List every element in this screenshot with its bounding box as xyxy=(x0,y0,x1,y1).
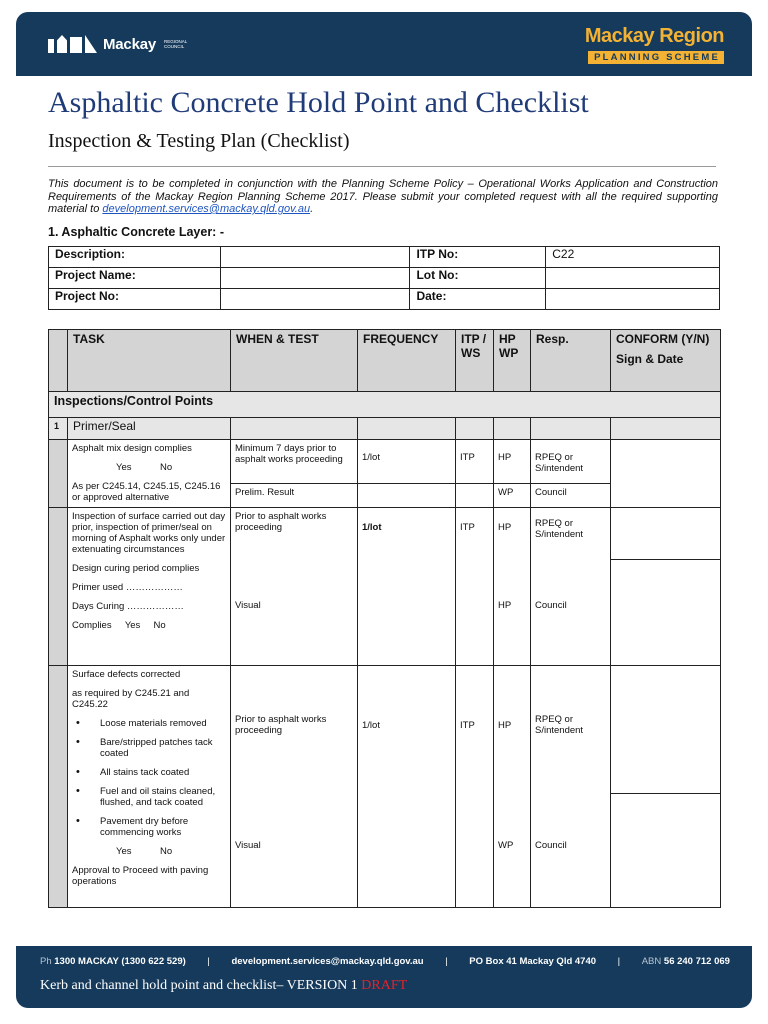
header-conform xyxy=(611,330,721,392)
list-item: • Loose materials removed xyxy=(72,718,226,729)
header-conform-label: CONFORM (Y/N) xyxy=(616,332,710,346)
task-cell: Surface defects corrected as required by C245.21 and C245.22 • Loose materials removed • Bare/stripped patches tack coated • All stains tack coated • Fuel and oil stains cleaned, flushed, and tack coated • Pavement dry before commencing works Yes No Approval to Proceed with paving operations xyxy=(68,666,231,908)
intro-end: . xyxy=(310,203,314,215)
table-row: Visual WP Council xyxy=(49,794,721,908)
header-hp-wp: HP WP xyxy=(494,330,531,392)
list-item: • Pavement dry before commencing works xyxy=(72,816,226,838)
intro-paragraph xyxy=(48,178,718,216)
conform-field[interactable] xyxy=(611,440,721,508)
title-divider xyxy=(48,166,716,167)
project-no-label: Project No: xyxy=(49,289,221,310)
footer-phone: Ph 1300 MACKAY (1300 622 529) xyxy=(40,956,186,967)
footer-caption: Kerb and channel hold point and checklist– VERSION 1 DRAFT xyxy=(40,978,408,993)
list-item: • Bare/stripped patches tack coated xyxy=(72,737,226,759)
defects-list xyxy=(72,718,226,838)
table-row: Inspection of surface carried out day prior, inspection of primer/seal on morning of Asphalt works only under extenuating circumstances Design curing period complies Primer used ……………… Days Curing ……………… Complies Yes No Prior to asphalt works proceeding 1/lot ITP HP RPEQ or S/intendent xyxy=(49,508,721,560)
footer-abn: ABN 56 240 712 069 xyxy=(641,956,730,967)
footer-email[interactable]: development.services@mackay.qld.gov.au xyxy=(231,956,424,967)
draft-label: DRAFT xyxy=(361,978,408,993)
section-heading: 1. Asphaltic Concrete Layer: - xyxy=(48,225,224,239)
header-resp: Resp. xyxy=(531,330,611,392)
date-label: Date: xyxy=(410,289,546,310)
description-label: Description: xyxy=(49,247,221,268)
project-name-field[interactable] xyxy=(220,268,410,289)
subsection-title: Primer/Seal xyxy=(68,418,231,440)
header-num xyxy=(49,330,68,392)
scheme-logo-top: Mackay Region xyxy=(584,25,724,47)
section-row xyxy=(49,392,721,418)
footer-contact-line: Ph 1300 MACKAY (1300 622 529) | development.services@mackay.qld.gov.au | PO Box 41 Mackay Qld 4740 | ABN 56 240 712 069 xyxy=(40,956,730,967)
subsection-number: 1 xyxy=(49,418,68,440)
conform-field[interactable] xyxy=(611,666,721,794)
table-row: Prelim. Result WP Council xyxy=(49,484,721,508)
intro-text: This document is to be completed in conjunction with the Planning Scheme Policy – Operational Works Application and Construction Requirements of the Mackay Region Planning Scheme 2017. Please submit your completed request with all the required supporting material to xyxy=(48,178,718,215)
planning-scheme-logo xyxy=(585,25,724,65)
table-header-row xyxy=(49,330,721,392)
lot-no-label: Lot No: xyxy=(410,268,546,289)
task-cell: Asphalt mix design complies Yes No As per C245.14, C245.15, C245.16 or approved alternative xyxy=(68,440,231,508)
page-title: Asphaltic Concrete Hold Point and Checklist xyxy=(48,86,589,119)
council-logo-mark-icon xyxy=(48,35,97,53)
subsection-row xyxy=(49,418,721,440)
list-item: • All stains tack coated xyxy=(72,767,226,778)
project-name-label: Project Name: xyxy=(49,268,221,289)
checklist-table xyxy=(48,329,721,908)
section-title: Inspections/Control Points xyxy=(49,392,721,418)
table-row xyxy=(49,247,720,268)
table-row xyxy=(49,268,720,289)
table-row: Surface defects corrected as required by C245.21 and C245.22 • Loose materials removed • Bare/stripped patches tack coated • All stains tack coated • Fuel and oil stains cleaned, flushed, and tack coated • Pavement dry before commencing works Yes No Approval to Proceed with paving operations Prior to asphalt works proceeding 1/lot ITP HP RPEQ or S/intendent xyxy=(49,666,721,794)
scheme-logo-bottom: PLANNING SCHEME xyxy=(588,51,724,64)
header-frequency: FREQUENCY xyxy=(358,330,456,392)
list-item: • Fuel and oil stains cleaned, flushed, and tack coated xyxy=(72,786,226,808)
conform-field[interactable] xyxy=(611,560,721,666)
footer-po-box: PO Box 41 Mackay Qld 4740 xyxy=(469,956,597,967)
conform-field[interactable] xyxy=(611,794,721,908)
council-logo-sub: REGIONAL COUNCIL xyxy=(164,39,188,49)
header-bar xyxy=(16,12,752,76)
description-field[interactable] xyxy=(220,247,410,268)
council-logo-word: Mackay xyxy=(103,35,157,53)
itp-no-field[interactable]: C22 xyxy=(546,247,720,268)
table-row: Visual HP Council xyxy=(49,560,721,666)
itp-no-label: ITP No: xyxy=(410,247,546,268)
page-subtitle: Inspection & Testing Plan (Checklist) xyxy=(48,130,350,152)
intro-email-link[interactable]: development.services@mackay.qld.gov.au xyxy=(102,203,311,215)
header-itp-ws: ITP / WS xyxy=(456,330,494,392)
header-sign-date: Sign & Date xyxy=(616,352,684,366)
table-row: Asphalt mix design complies Yes No As per C245.14, C245.15, C245.16 or approved alternative Minimum 7 days prior to asphalt works proceeding 1/lot ITP HP RPEQ or S/intendent xyxy=(49,440,721,484)
date-field[interactable] xyxy=(546,289,720,310)
project-no-field[interactable] xyxy=(220,289,410,310)
lot-no-field[interactable] xyxy=(546,268,720,289)
conform-field[interactable] xyxy=(611,508,721,560)
header-task: TASK xyxy=(68,330,231,392)
task-cell: Inspection of surface carried out day prior, inspection of primer/seal on morning of Asphalt works only under extenuating circumstances Design curing period complies Primer used ……………… Days Curing ……………… Complies Yes No xyxy=(68,508,231,666)
footer-bar xyxy=(16,946,752,1008)
header-when-test: WHEN & TEST xyxy=(231,330,358,392)
info-table xyxy=(48,246,720,310)
council-logo xyxy=(48,32,196,56)
table-row xyxy=(49,289,720,310)
